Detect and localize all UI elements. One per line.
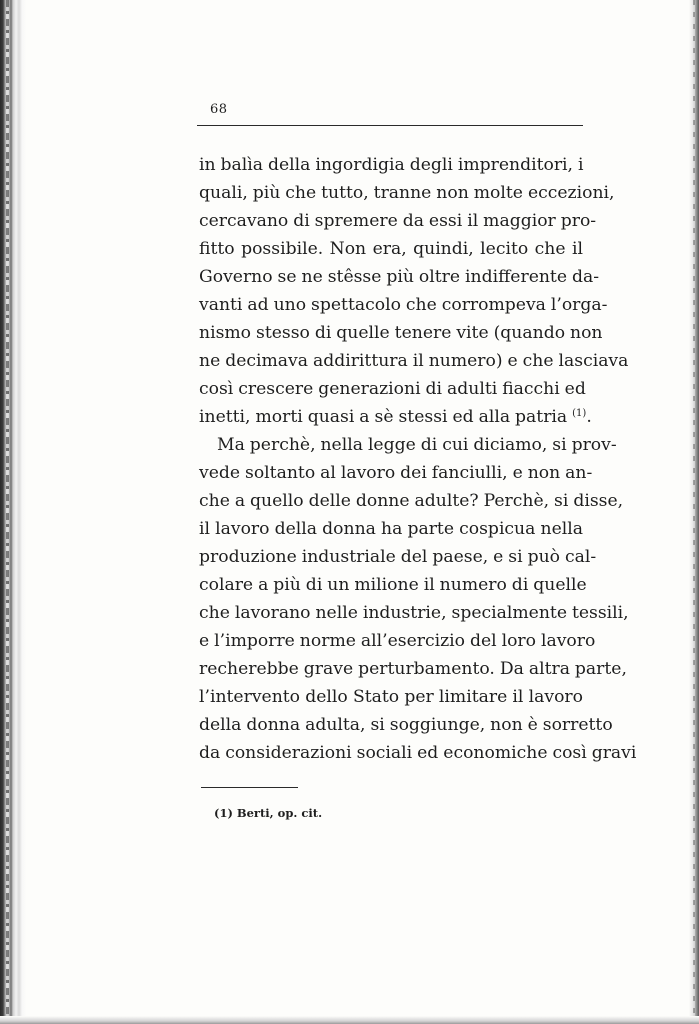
text-line: della donna adulta, si soggiunge, non è sorretto	[199, 715, 613, 735]
text-line: che a quello delle donne adulte? Perchè, si disse,	[199, 491, 624, 511]
text-line: nismo stesso di quelle tenere vite (quando non	[199, 323, 603, 343]
text-line: colare a più di un milione il numero di quelle	[199, 575, 587, 595]
line-end-punctuation: .	[586, 407, 592, 427]
right-page-edge	[689, 0, 699, 1024]
text-line: ne decimava addirittura il numero) e che lasciava	[199, 351, 629, 371]
text-line: in balìa della ingordigia degli imprenditori, i	[199, 155, 584, 175]
page-number: 68	[210, 102, 228, 117]
text-line: produzione industriale del paese, e si può cal-	[199, 547, 597, 567]
text-line: cercavano di spremere da essi il maggior pro-	[199, 211, 597, 231]
text-line: fitto possibile. Non era, quindi, lecito che il	[199, 239, 583, 259]
text-line: quali, più che tutto, tranne non molte eccezioni,	[199, 183, 615, 203]
left-binding-edge	[0, 0, 26, 1024]
text-line: il lavoro della donna ha parte cospicua nella	[199, 519, 583, 539]
footnote: (1) Berti, op. cit.	[214, 806, 323, 820]
text-line-with-footnote-ref	[199, 403, 592, 431]
body-text	[199, 151, 637, 767]
paragraph-first-line: Ma perchè, nella legge di cui diciamo, si prov-	[217, 435, 617, 455]
footnote-rule	[201, 787, 298, 788]
text-line: Governo se ne stêsse più oltre indifferente da-	[199, 267, 600, 287]
text-line: recherebbe grave perturbamento. Da altra parte,	[199, 659, 627, 679]
header-rule	[197, 125, 583, 126]
text-line: da considerazioni sociali ed economiche così gravi	[199, 743, 637, 763]
text-line: e l’imporre norme all’esercizio del loro lavoro	[199, 631, 596, 651]
bottom-page-edge	[0, 1016, 699, 1024]
footnote-reference: (1)	[572, 408, 587, 419]
text-line: vede soltanto al lavoro dei fanciulli, e non an-	[199, 463, 593, 483]
text-line-content: inetti, morti quasi a sè stessi ed alla patria	[199, 407, 568, 427]
text-line: così crescere generazioni di adulti fiacchi ed	[199, 379, 586, 399]
text-line: l’intervento dello Stato per limitare il lavoro	[199, 687, 583, 707]
text-line: che lavorano nelle industrie, specialmente tessili,	[199, 603, 629, 623]
text-line: vanti ad uno spettacolo che corrompeva l’orga-	[199, 295, 608, 315]
